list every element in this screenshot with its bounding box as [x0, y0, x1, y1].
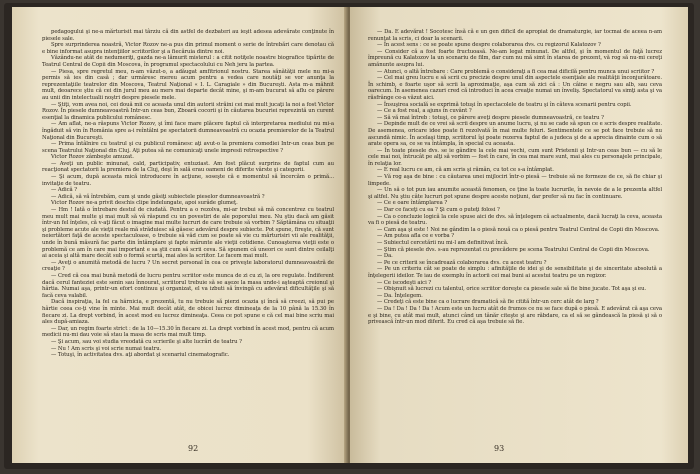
paragraph: Victor Rozov ne-a privit deschis clipe îndelungate, apoi surâde glumeţ. — [51, 200, 238, 207]
paragraph: — Prima întâlnire cu teatrul şi cu publicul românesc aţi avut-o la premiera comediei Intr-un ceas bun pe scena Teatrului Naţional din Cluj. Aţi putea să ne comunicaţi unele impresii retrospective ? — [42, 141, 334, 154]
left-page-text — [42, 29, 334, 359]
paragraph: Văzându-ne atât de nedumeriţi, gazda ne-a lămurit misterul : a citit notiţele noastre biografice tipărite de Teatrul Central de Copii din Moscova, în programul spectacolului cu Neh jeru la partea. — [42, 55, 334, 68]
paragraph: — Pe un criteriu cât se poate de simplu : afinităţile de idei şi de sensibilitate şi de sinceritate absolută a înţelegerii ideilor. Te iau de exemplu în actorii cei mai buni ai acestui teatru pe un regizor. — [368, 266, 662, 279]
paragraph: pedagogului şi ne-a mărturisit mai târziu că din astfel de dezbateri au ieşit adesea adevărate conţinute în piesele sale. — [42, 29, 334, 42]
paragraph: — Hm ! Iată o întrebare destul de ciudată. Pentru a o rezolva, mi-ar trebui să mă concentrez cu teatrul meu mult mai multe şi mai mult să vă răspund cu un povestiri de ale poporului meu. Nu ştiu dacă am găsit într-un fel înţeles, că v-aţi făcut o imagine mai multe lucruri de care trebuie să vorbim ? Săptămâna cu situaţii şi probleme acute ale vieţii reale mă străduiesc să găsesc adevărul despre subiecte. Pot spune, fireşte, că sunt neiertători faţă de aceste spectaculoase, o trebuie să văd cum se poate să vie cu mărturisiri vii ale realităţii, unde în bună măsură fac parte din întâmplare şi fapte mărunte ale vieţii cotidiene. Cunoaşterea vieţii este o problemă ce am în care mai important e sa ştii cum să scrii ceva. Să spunem că uneori ce sunt dintre ceilalţi ai aceia şi altă mare decât sub o formă scurtă, mai ales la scriitor. Le facem mai mult. — [42, 207, 334, 260]
paragraph: — Subiectul cercetării nu mi-l am definitivat încă. — [377, 240, 509, 246]
paragraph: — Pe ce criterii se încadrează colaborarea dvs. cu acest teatru ? — [377, 259, 547, 266]
paragraph: — Totuşi, în activitatea dvs. aţi abordat şi scenariul cinematografic. — [51, 352, 230, 359]
open-book — [4, 3, 694, 469]
paragraph: — Dar, un regim foarte strict : de la 10—15.30 în fiecare zi. La drept vorbind în acest mod, pentru că acum medicii nu-mi dau voie să stau la masa de scris mai mult timp. — [42, 325, 334, 339]
paragraph: — În toate piesele dvs. se ie gândire la cele mai vechi, cum sunt Prietenii şi Intr-un ceas bun — cu să le cele mai noi, întrucât pe alţi să vorbim — fost în care, în cea mai mare sunt, mai ales cu personajele principale, în relaţia lor. — [368, 147, 662, 167]
left-page — [12, 7, 348, 463]
paragraph: — Cel mai greu lucru e să scrii cu precizie despre unul din aspectele esenţiale ale realităţii înconjurătoare. În schimb, e foarte uşor să scrii la aproximaţie, aşa cum să zici că : Un câine e negru sau alb, sau ceva oarecum. În asemenea cazuri cred că introduci în acea creaţie numai un înveliş. Spectatorul va simţi asta şi va răsfrânge ce-a văzut aici. — [368, 75, 662, 101]
paragraph: — Şi acum, sau voi studia vreodată cu scrierile şi alte lucrări de teatru ? — [51, 338, 242, 345]
paragraph: Dacă inspiraţia, la fel ca hărnicia, e prezentă, tu nu trebuie să pierzi ocazia şi încă să creezi, să pui pe hârtie ceea ce-ţi vine în minte. Mai mult decât atât, de obicei lucrez dimineaţa de la 10 până la 15.30 în fiecare zi. La drept vorbind, în acest mod eu lucrez dimineaţa. Ceea ce pot spune e că cel mai bine scriu mai ales după-amiaza. — [42, 299, 334, 326]
paragraph: — Ca o concluzie logică la cele spuse aici de dvs. să înţelegem că actualmente, dacă lucraţi la ceva, aceasta va fi o piesă de teatru. — [368, 213, 662, 227]
paragraph: — În acest sens : ce se poate spune despre colaborarea dvs. cu regizorul Kalatozov ? — [377, 42, 601, 49]
paragraph: — Aveţi un public minunat, cald, participativ, entuziast. Am fost plăcut surprins de faptul cum au reacţionat spectatorii la premiera de la Cluj, deşi în sală erau oameni de diferite vârste şi categorii. — [42, 160, 334, 174]
paragraph: — Cam aşa şi este ! Noi ne gândim la o piesă nouă ca o piesă pentru Teatrul Central de Copii din Moscova. — [377, 226, 660, 233]
paragraph: — Să vă mai întreb : totuşi, ce părere aveţi despre piesele dumneavoastră, ce teatru ? — [377, 114, 604, 121]
paragraph: — Vă rog aşa de bine : cu căutarea unei mijlociri într-o piesă — trebuie să ne formeze de ce, să fie chiar şi limpede. — [368, 174, 662, 187]
left-page-number: 92 — [188, 444, 199, 453]
paragraph: — Ce e oare întâmplarea ? — [377, 200, 448, 207]
paragraph: — Dar ce faceţi cu ea ? Şi cum o puteţi folosi ? — [377, 207, 500, 214]
paragraph: — Obişnuit să lucrezi cu talentul, orice scriitor doreşte ca piesele sale să fie bine jucate. Tot aşa şi eu. — [377, 286, 647, 293]
paragraph: — E real lucru ce am, că am scris şi rămân, cu tot ce s-a întâmplat. — [377, 167, 554, 174]
paragraph: — Adică ? — [51, 187, 78, 194]
right-page — [350, 7, 688, 463]
paragraph: — Însuşirea socială se exprimă totuşi în spectacolele de teatru şi în câteva scenarii pentru copii. — [377, 101, 632, 108]
paragraph: — Da. Înţelegem. — [377, 292, 423, 299]
right-page-text — [368, 29, 662, 326]
paragraph: — Ştim că piesele dvs. s-au reprezentat cu precădere pe scena Teatrului Central de Copii din Moscova. — [377, 246, 650, 253]
paragraph: — Credeţi că este bine ca o lucrare dramatică să fie citită într-un cerc atât de larg ? — [377, 299, 599, 306]
paragraph: — Am putea afla ce e vorba ? — [377, 233, 455, 240]
paragraph: — Da. E adevărat ! Socotesc însă că e un gen dificil de apropiat de dramaturgie, iar tocmai de aceea n-am renunţat la scris, ci doar la scenarii. — [368, 29, 662, 42]
paragraph: — Şi acum, după aceasta mică introducere în acţiune, soseşte că e momentul să încercăm o primă... invitaţie de teatru. — [42, 174, 334, 187]
paragraph: — Atunci, o altă întrebare : Care problemă o consideraţi a fi cea mai dificilă pentru munca unui scriitor ? — [377, 68, 655, 75]
paragraph: Victor Rozov zâmbeşte amuzat. — [51, 154, 134, 161]
paragraph: — Un să o tot pun iau anumite această fenomen, ce ţine la toate lucrurile, în nevoie de a le prezenta altfel şi altfel. Nu ştiu câte lucruri pot spune despre aceste noţiuni, dar prefer să nu fac în continuare. — [368, 187, 662, 200]
paragraph: — Aveţi o anumită metodă de lucru ? Un secret personal în cea ce priveşte laboratorul dumneavoastră de creaţie ? — [42, 259, 334, 273]
paragraph: — Ce a fost real, a ajuns în cuvânt ? — [377, 108, 472, 115]
paragraph: — Ce iscodeşti aici ? — [377, 279, 432, 286]
paragraph: — Depinde mult de ce vrei să scrii despre un anume lucru, şi nu se cade să spun ce e scris despre realitate. De asemenea, oricare idee poate fi rezolvată în mai multe feluri. Sentimentele ce se pot face trebuie să nu ascundă nimic. În acelaşi timp, scriitorul îşi poate rezerva faptul de a judeca şi de a aprecia dinainte cum o să arate opera sa, ce se va întâmpla, în special cu aceasta. — [368, 121, 662, 148]
right-page-number: 93 — [494, 444, 505, 453]
paragraph: — Consider că a fost foarte fructuoasă. Ne-am legat minunat. De altfel, şi în momentul de faţă lucrez împreună cu Kalatozov la un scenariu de film, dar cum nu mă simt în starea de prezent, vă rog să nu-mi cereţi amănunte asupra lui. — [368, 48, 662, 68]
paragraph: — Am aflat, ne-a răspuns Victor Rozov, şi îmi face mare plăcere faptul că interpretarea mediului nu mi-a îngăduit să vin în România spre a-i reîntâlni pe spectatorii dumneavoastră cu ocazia premierelor de la Teatrul Naţional din Bucureşti. — [42, 121, 334, 141]
paragraph: — Piesa, spre regretul meu, n-am văzut-o, a adăugat amfitrionul nostru. Starea sănătăţii mele nu mi-a permis să ies din casă ; dar urmăresc mereu acum pentru a vedea care noutăţi se vor anunţa la reprezentaţiile teatrelor din Moscova, Teatrul Naţional « I. L. Caragiale » din Bucureşti. Asta m-a mâhnit mult, deoarece ştiu că cei din jurul meu au mers mai departe decât mine, şi m-am bucurat să aflu ce părere au unii din intelectualii noştri despre piesele mele. — [42, 68, 334, 101]
paragraph: — Cred că cea mai bună metodă de lucru pentru scriitor este munca de zi cu zi, la ore regulate. Îndiferent dacă cerul fanteziei este senin sau înnourat, scriitorul trebuie să se aşeze la masa unde-i aşteaptă creionul şi hârtia. Numai aşa, printr-un efort continuu şi organizat, el va izbuti să învingă cu adevărat dificultăţile şi să facă ceva valabil. — [42, 272, 334, 299]
paragraph: Spre surprinderea noastră, Victor Rozov ne-a pus din primul moment o serie de întrebări care denotau că e bine informat asupra intenţiilor scriitorilor şi a fiecăruia dintre noi. — [42, 42, 334, 55]
paragraph: — Nu ! Am scris şi voi scrie numai teatru. — [51, 345, 162, 352]
paragraph: — Da ! Da ! Da ! Da ! Acum este un lucru atât de frumos ce nu se face după o piesă. E adevărat că aşa ceva e şi bine, cu atât mai mult, atunci când un tânăr citeşte şi are răbdare, ca el să se gândească la piesă şi să o privească într-un mod diferit. Eu cred că aşa trebuie să fie. — [368, 305, 662, 326]
paragraph: — Ştiţi, vom avea noi, cei două mii ce aceasta unul din autorii străini cei mai mult jucaţi la noi a fost Victor Rozov. În piesele dumneavoastră Intr-un ceas bun, Zboară cocorii şi în căutarea bucuriei reprezintă un curent esenţial la dinamica publicului românesc. — [42, 101, 334, 121]
paragraph: — Da. — [377, 253, 393, 260]
paragraph: — Adică, să vă întrebăm, cum şi unde găsiţi subiectele pieselor dumneavoastră ? — [51, 193, 265, 200]
